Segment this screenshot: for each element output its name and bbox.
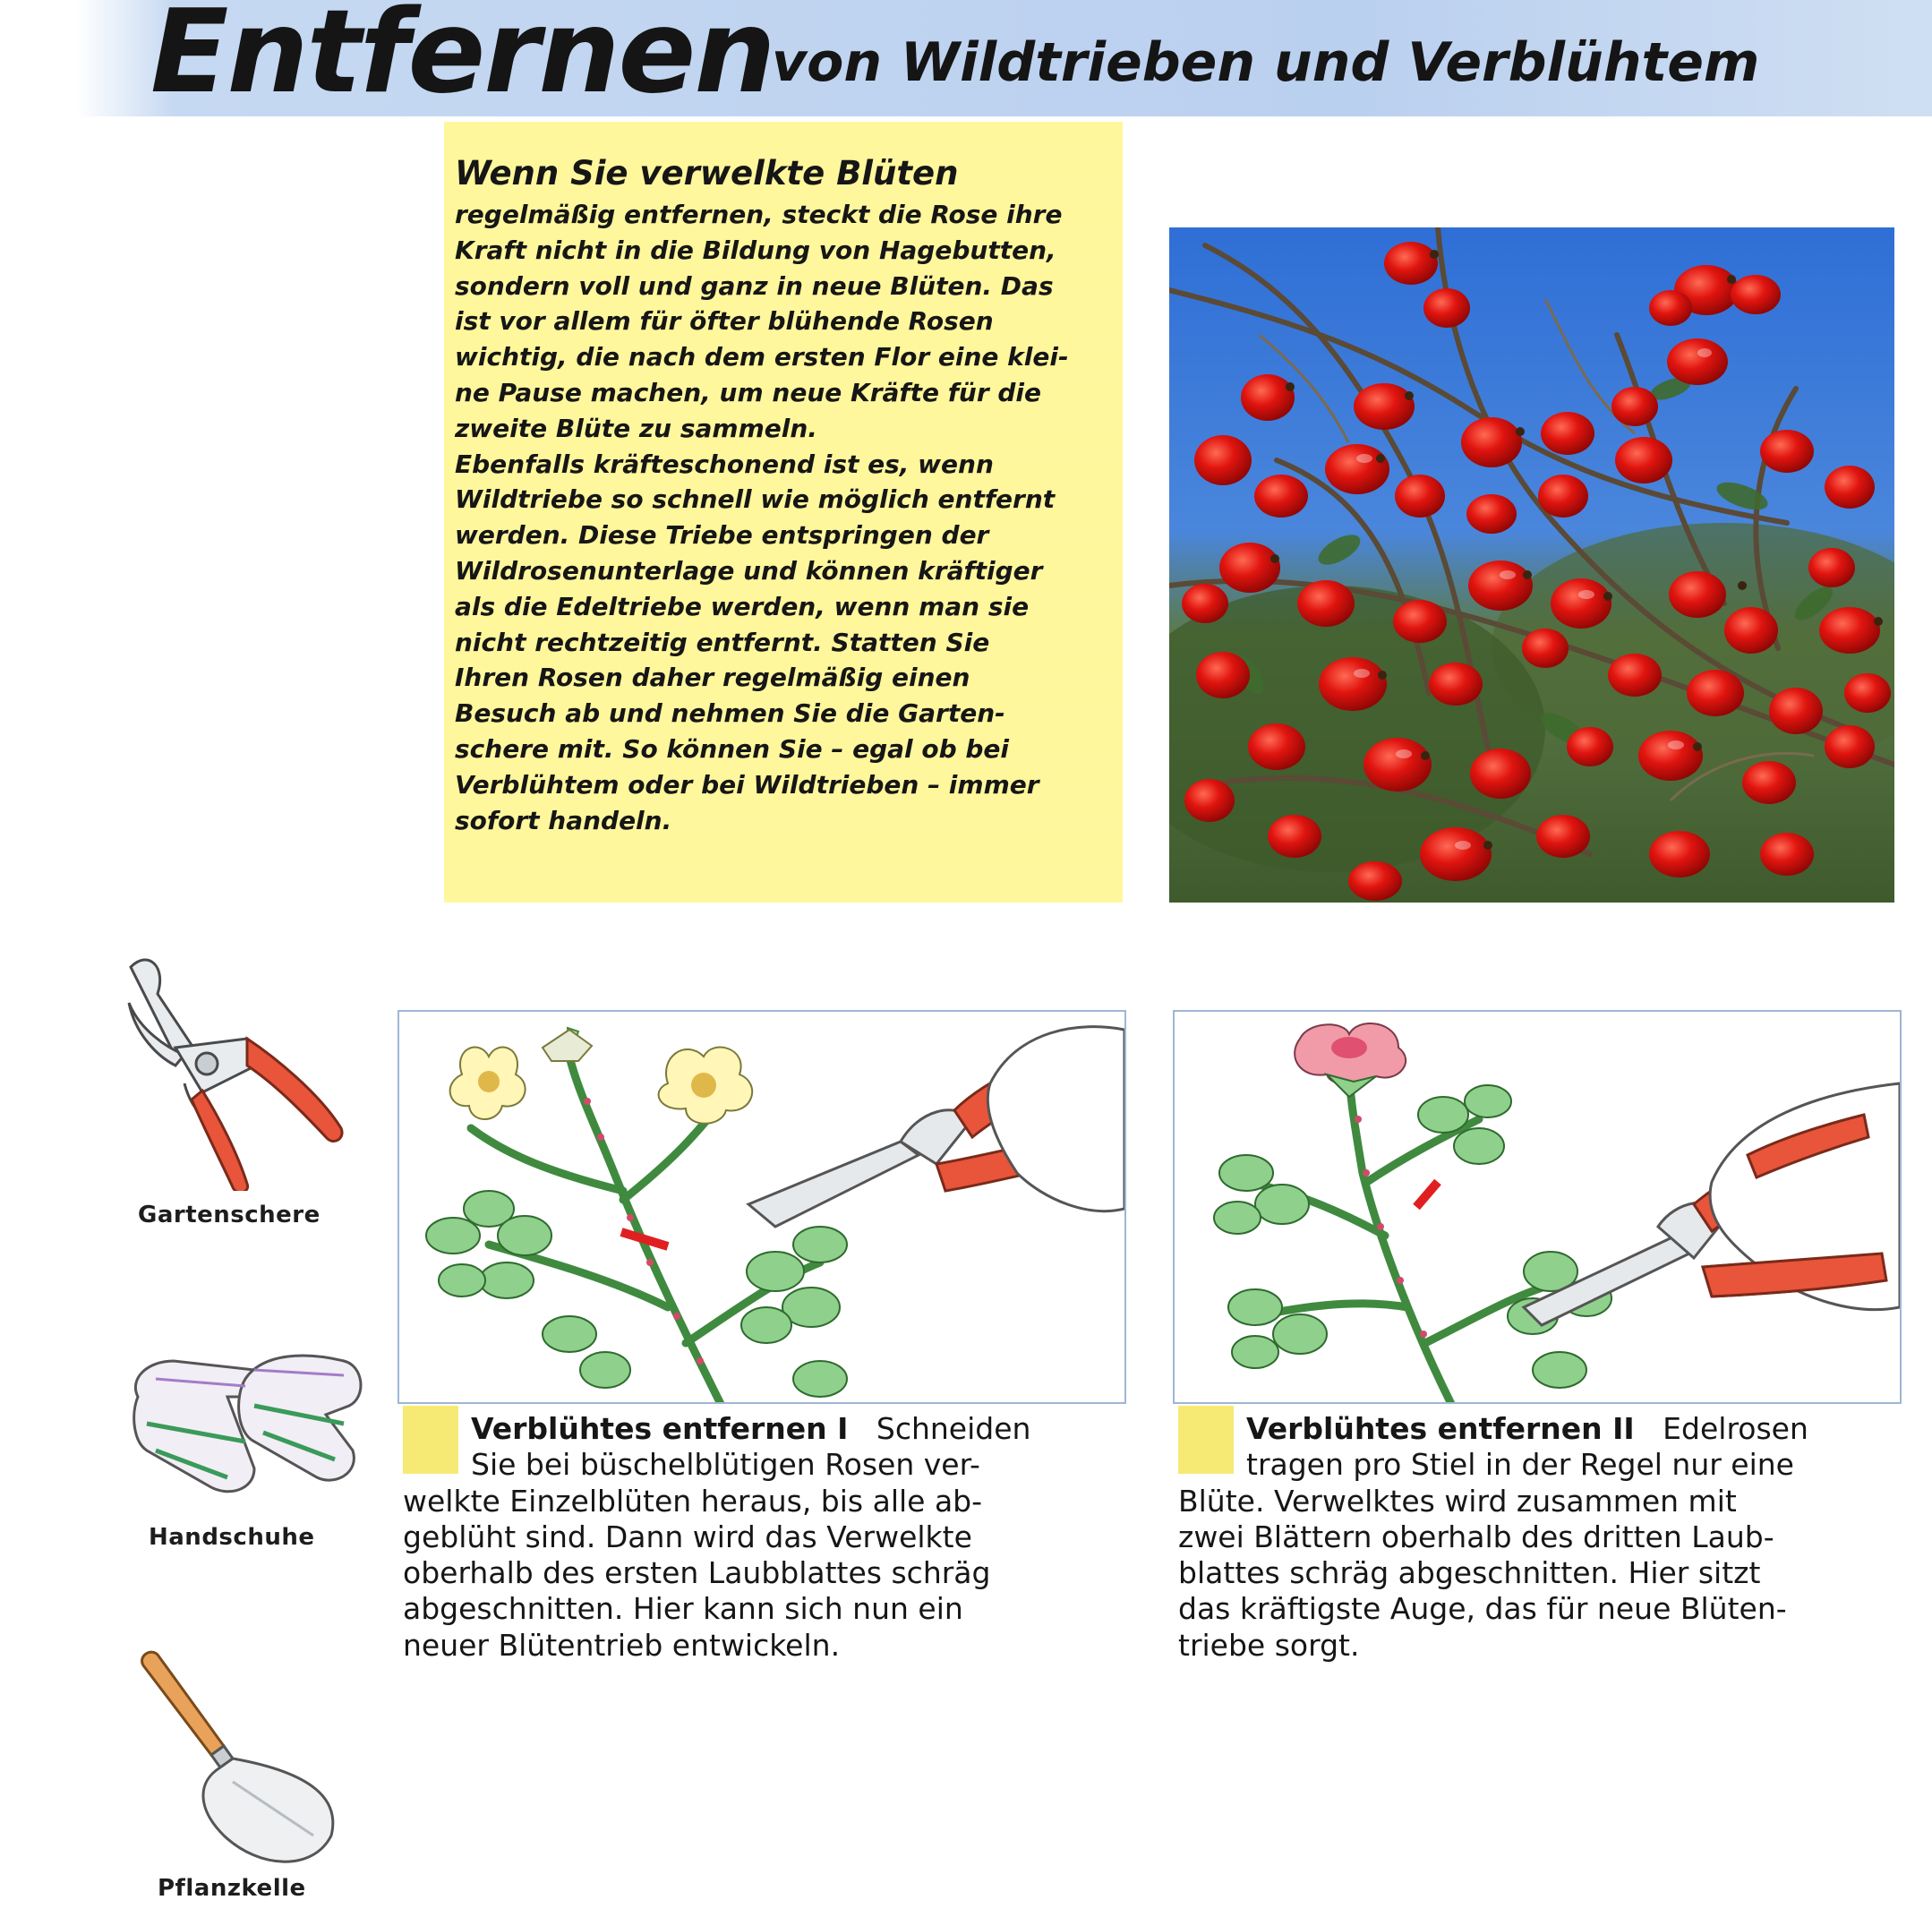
page-title: Entfernen [150,0,774,119]
hybrid-tea-rose-illustration [1175,1012,1900,1402]
caption-1-line: abgeschnitten. Hier kann sich nun ein [403,1591,963,1627]
intro-line: schere mit. So können Sie – egal ob bei [455,733,1010,764]
gloves-icon [120,1343,371,1504]
caption-1 [403,1411,1101,1664]
cluster-rose-illustration [399,1012,1124,1402]
caption-2-line: das kräftigste Auge, das für neue Blüten- [1178,1591,1787,1627]
caption-1-line: neuer Blütentrieb entwickeln. [403,1627,841,1663]
caption-2 [1178,1411,1876,1664]
illustration-panel-1 [398,1010,1126,1404]
intro-line: sofort handeln. [455,805,672,835]
caption-2-line: tragen pro Stiel in der Regel nur eine [1246,1447,1794,1483]
intro-line: als die Edeltriebe werden, wenn man sie [455,591,1030,621]
caption-1-line: Schneiden [876,1411,1031,1446]
rosehip-photo [1169,227,1894,903]
intro-line: Ihren Rosen daher regelmäßig einen [455,663,970,693]
intro-line: sondern voll und ganz in neue Blüten. Das [455,270,1054,301]
intro-line: nicht rechtzeitig entfernt. Statten Sie [455,627,990,657]
intro-line: Ebenfalls kräfteschonend ist es, wenn [455,449,994,479]
intro-text [455,197,1099,838]
trowel-label: Pflanzkelle [158,1875,306,1902]
caption-1-line: welkte Einzelblüten heraus, bis alle ab- [403,1483,983,1519]
intro-line: regelmäßig entfernen, steckt die Rose ihre [455,200,1063,229]
intro-line: ist vor allem für öfter blühende Rosen [455,306,994,337]
caption-2-line: blattes schräg abgeschnitten. Hier sitzt [1178,1555,1761,1591]
caption-2-line: zwei Blättern oberhalb des dritten Laub- [1178,1519,1774,1554]
intro-heading: Wenn Sie verwelkte Blüten [455,154,959,193]
garden-shears-icon [122,949,355,1191]
intro-line: Verblühtem oder bei Wildtrieben – immer [455,769,1039,800]
shears-label: Gartenschere [138,1202,321,1228]
caption-1-line: oberhalb des ersten Laubblattes schräg [403,1555,991,1591]
intro-line: Kraft nicht in die Bildung von Hagebutten, [455,235,1056,265]
intro-line: werden. Diese Triebe entspringen der [455,520,989,551]
intro-line: ne Pause machen, um neue Kräfte für die [455,377,1042,407]
caption-2-line: triebe sorgt. [1178,1627,1360,1663]
caption-2-title: Verblühtes entfernen II [1246,1411,1635,1446]
caption-1-title: Verblühtes entfernen I [471,1411,849,1446]
page-subtitle: von Wildtrieben und Verblühtem [772,31,1760,94]
caption-1-line: Sie bei büschelblütigen Rosen ver- [471,1447,980,1483]
gloves-label: Handschuhe [149,1524,315,1551]
intro-line: Besuch ab und nehmen Sie die Garten- [455,698,1005,729]
caption-2-line: Blüte. Verwelktes wird zusammen mit [1178,1483,1737,1519]
intro-line: Wildrosenunterlage und können kräftiger [455,555,1043,586]
intro-line: zweite Blüte zu sammeln. [455,413,817,443]
intro-line: wichtig, die nach dem ersten Flor eine klei- [455,342,1069,372]
illustration-panel-2 [1173,1010,1902,1404]
intro-line: Wildtriebe so schnell wie möglich entfernt [455,484,1056,515]
caption-2-line: Edelrosen [1663,1411,1808,1446]
trowel-icon [134,1647,340,1871]
caption-1-line: geblüht sind. Dann wird das Verwelkte [403,1519,972,1554]
